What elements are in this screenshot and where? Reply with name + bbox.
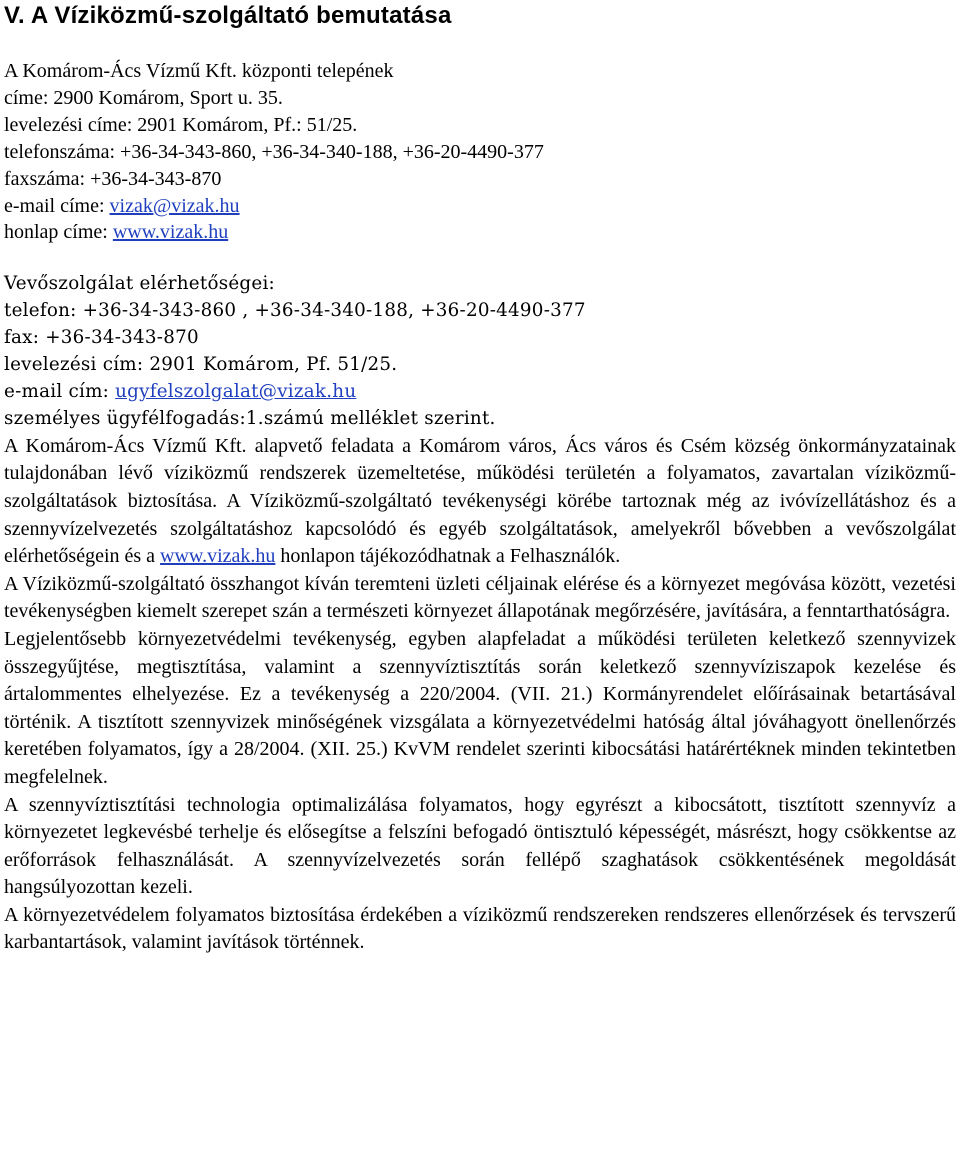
company-web-label: honlap címe: — [4, 221, 113, 244]
customer-service-fax: fax: +36-34-343-870 — [4, 327, 199, 349]
customer-service-phone: telefon: +36-34-343-860 , +36-34-340-188, +36-20-4490-377 — [4, 300, 586, 322]
customer-service-email-line — [4, 379, 956, 406]
company-fax-line: faxszáma: +36-34-343-870 — [4, 167, 222, 190]
company-address-line: címe: 2900 Komárom, Sport u. 35. — [4, 86, 283, 109]
paragraph-duties — [4, 433, 956, 571]
company-web-line — [4, 219, 956, 246]
company-info-line: A Komárom-Ács Vízmű Kft. központi telepének — [4, 60, 394, 82]
section-heading: V. A Víziközmű-szolgáltató bemutatása — [4, 2, 452, 29]
company-email-line — [4, 193, 956, 220]
company-email-label: e-mail címe: — [4, 194, 110, 217]
company-postal-line: levelezési címe: 2901 Komárom, Pf.: 51/25. — [4, 113, 358, 136]
customer-service-title: Vevőszolgálat elérhetőségei: — [4, 273, 275, 295]
customer-service-email-label: e-mail cím: — [4, 380, 116, 402]
company-email-link[interactable]: vizak@vizak.hu — [109, 194, 240, 217]
paragraph-duties-text: A Komárom-Ács Vízmű Kft. alapvető feladata a Komárom város, Ács város és Csém község önkormányzatainak tulajdonában lévő víziközmű rendszerek üzemeltetése, működési területén a folyamatos, zavartalan víziközmű-szolgáltatások biztosítása. A Víziközmű-szolgáltató tevékenységi körébe tartoznak még az ivóvízellátáshoz és a szennyvízelvezetés szolgáltatáshoz kapcsolódó és egyéb szolgáltatások, amelyekről bővebben a vevőszolgálat elérhetőségein és a — [4, 434, 956, 568]
paragraph-maintenance: A környezetvédelem folyamatos biztosítása érdekében a víziközmű rendszereken rendszeres ellenőrzések és tervszerű karbantartások, valamint javítások történnek. — [4, 903, 956, 954]
document-page — [4, 0, 956, 957]
customer-service-email-link[interactable]: ugyfelszolgalat@vizak.hu — [115, 380, 357, 402]
paragraph-web-link[interactable]: www.vizak.hu — [160, 545, 276, 568]
paragraph-harmony: A Víziközmű-szolgáltató összhangot kíván teremteni üzleti céljainak elérése és a környezet megóvása között, vezetési tevékenységben kiemelt szerepet szán a természeti környezet állapotának megőrzésére, javítására, a fenntarthatóságra. — [4, 572, 956, 623]
customer-service-visit: személyes ügyfélfogadás:1.számú melléklet szerint. — [4, 407, 496, 429]
company-web-link[interactable]: www.vizak.hu — [112, 221, 229, 244]
paragraph-duties-end: honlapon tájékozódhatnak a Felhasználók. — [275, 545, 621, 568]
company-info — [4, 58, 956, 246]
customer-service-address: levelezési cím: 2901 Komárom, Pf. 51/25. — [4, 354, 398, 376]
customer-service-info — [4, 271, 956, 432]
paragraph-technology: A szennyvíztisztítási technologia optimalizálása folyamatos, hogy egyrészt a kibocsátott, tisztított szennyvíz a környezetet legkevésbé terhelje és elősegítse a felszíni befogadó öntisztuló képességét, másrészt, hogy csökkentse az erőforrások felhasználását. A szennyvízelvezetés során fellépő szaghatások csökkentésének megoldását hangsúlyozottan kezeli. — [4, 793, 956, 899]
paragraph-wastewater: Legjelentősebb környezetvédelmi tevékenység, egyben alapfeladat a működési területen keletkező szennyvizek összegyűjtése, megtisztítása, valamint a szennyvíztisztítás során keletkező szennyvíziszapok kezelése és ártalommentes elhelyezése. Ez a tevékenység a 220/2004. (VII. 21.) Kormányrendelet előírásainak betartásával történik. A tisztított szennyvizek minőségének vizsgálata a környezetvédelmi hatóság által jóváhagyott önellenőrzés keretében folyamatos, így a 28/2004. (XII. 25.) KvVM rendelet szerinti kibocsátási határértéknek minden tekintetben megfelelnek. — [4, 627, 956, 788]
company-phone-line: telefonszáma: +36-34-343-860, +36-34-340-188, +36-20-4490-377 — [4, 140, 544, 163]
